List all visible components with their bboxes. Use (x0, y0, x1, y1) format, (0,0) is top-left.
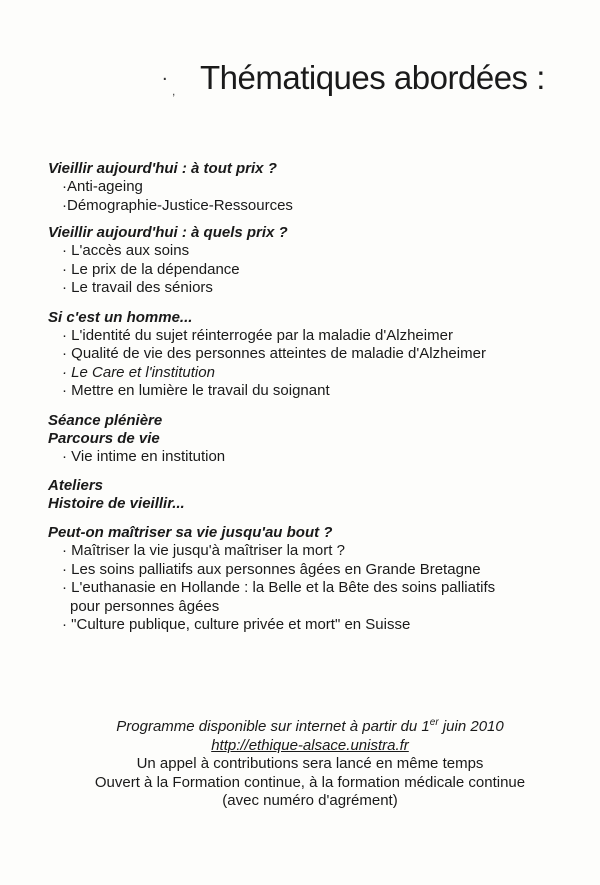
list-item: · L'accès aux soins (62, 242, 190, 259)
section-title: Séance plénière (48, 411, 163, 429)
stray-mark: , (172, 84, 176, 98)
agrement-line: (avec numéro d'agrément) (222, 792, 398, 809)
section-maitriser-sa-vie (48, 524, 578, 635)
contributions-line: Un appel à contributions sera lancé en même temps (136, 755, 484, 772)
list-item: · Le prix de la dépendance (62, 260, 240, 278)
section-title: Si c'est un homme... (48, 308, 193, 326)
list-item: · L'identité du sujet réinterrogée par la maladie d'Alzheimer (62, 326, 453, 344)
themes-list (48, 160, 578, 635)
list-item: · Vie intime en institution (62, 447, 226, 465)
list-item-continuation: pour personnes âgées (70, 597, 220, 615)
list-item: ·Anti-ageing (62, 178, 143, 195)
list-item: · Mettre en lumière le travail du soignant (62, 382, 330, 399)
program-date: juin 2010 (438, 718, 504, 735)
section-title: Peut-on maîtriser sa vie jusqu'au bout ? (48, 524, 333, 541)
program-sup: er (429, 717, 439, 728)
item-list (48, 448, 578, 467)
section-vieillir-quels-prix (48, 224, 578, 298)
program-text: Programme disponible sur internet à partir du 1 (116, 718, 430, 735)
section-subtitle: Parcours de vie (48, 429, 160, 447)
list-item: · Le Care et l'institution (62, 363, 215, 381)
list-item: · Qualité de vie des personnes atteintes de maladie d'Alzheimer (62, 345, 486, 362)
item-list (48, 327, 578, 401)
section-title: Vieillir aujourd'hui : à tout prix ? (48, 160, 277, 177)
list-item: · Le travail des séniors (62, 279, 213, 296)
section-si-cest-un-homme (48, 309, 578, 401)
item-list (48, 542, 578, 635)
section-seance-pleniere (48, 412, 578, 467)
list-item: · Les soins palliatifs aux personnes âgées en Grande Bretagne (62, 560, 481, 578)
stray-mark: . (162, 63, 168, 85)
list-item: · "Culture publique, culture privée et mort" en Suisse (62, 616, 411, 633)
website-link[interactable]: http://ethique-alsace.unistra.fr (211, 736, 409, 754)
program-availability (40, 718, 580, 737)
list-item: ·Démographie-Justice-Ressources (62, 196, 293, 214)
item-list (48, 242, 578, 298)
section-title: Vieillir aujourd'hui : à quels prix ? (48, 224, 288, 241)
footer (40, 718, 580, 811)
section-vieillir-tout-prix (48, 160, 578, 215)
section-title: Ateliers (48, 477, 104, 494)
formation-line: Ouvert à la Formation continue, à la formation médicale continue (94, 773, 526, 791)
page-title: Thématiques abordées : (200, 59, 545, 96)
list-item: · L'euthanasie en Hollande : la Belle et la Bête des soins palliatifs (62, 579, 496, 596)
section-ateliers (48, 477, 578, 513)
item-list (48, 178, 578, 215)
section-subtitle: Histoire de vieillir... (48, 495, 185, 512)
list-item: · Maîtriser la vie jusqu'à maîtriser la mort ? (62, 542, 345, 559)
